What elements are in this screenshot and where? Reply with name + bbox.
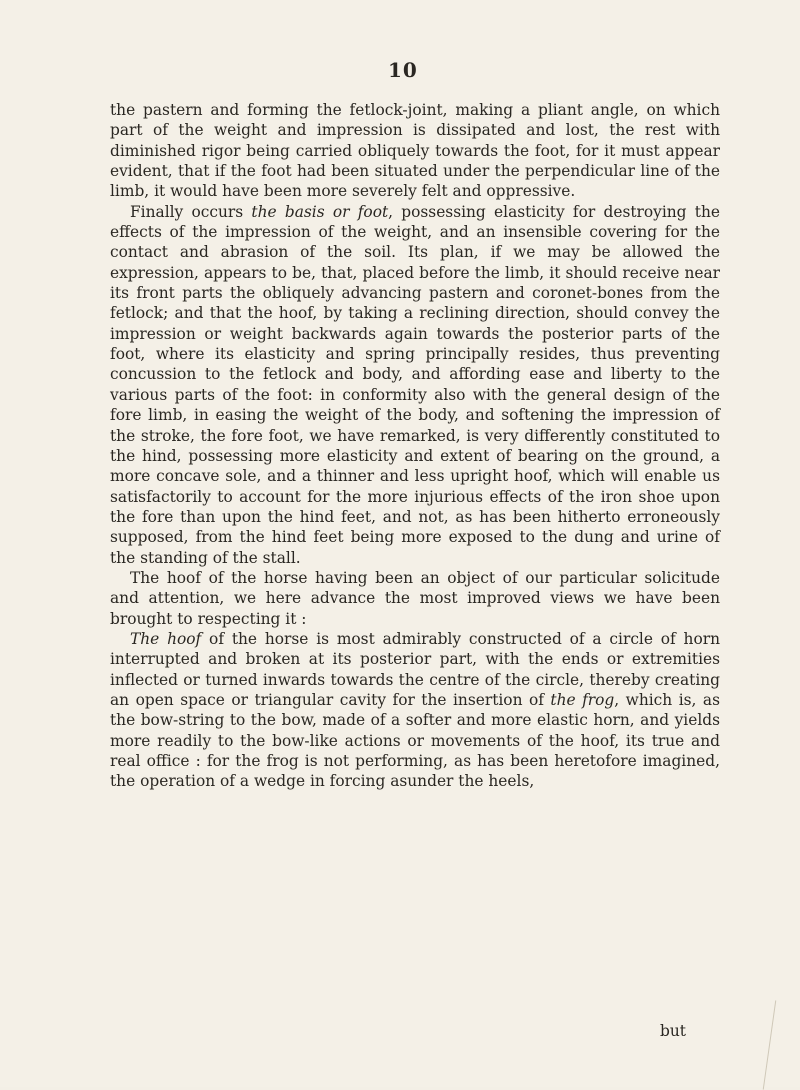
paragraph-3 (110, 568, 720, 629)
paragraph-1 (110, 100, 720, 202)
paragraph-4 (110, 629, 720, 792)
page-number: 10 (388, 58, 418, 82)
italic-term-basis-or-foot: the basis or foot (251, 202, 389, 221)
italic-term-hoof: The hoof (130, 629, 202, 648)
paragraph-text: The hoof of the horse having been an object of our particular solicitude and attention, we here advance the most improved views we have been brought to respecting it : (110, 568, 720, 628)
page-edge-mark (763, 1000, 777, 1089)
paragraph-text: Finally occurs (130, 202, 252, 221)
italic-term-frog: the frog (550, 690, 615, 709)
paragraph-text: of the horse is most admirably constructed of a circle of horn interrupted and broken at its posterior part, with the ends or extremities inflected or turned inwards towards the centre of the circle, thereby creating an open space or triangular cavity for the insertion of (110, 629, 720, 709)
catchword: but (660, 1022, 686, 1040)
paragraph-text: the pastern and forming the fetlock-joint, making a pliant angle, on which part of the weight and impression is dissipated and lost, the rest with diminished rigor being carried obliquely towards the foot, for it must appear evident, that if the foot had been situated under the perpendicular line of the limb, it would have been more severely felt and oppressive. (110, 101, 720, 201)
paragraph-2 (110, 202, 720, 568)
paragraph-text: , which is, as the bow-string to the bow, made of a softer and more elastic horn, and yields more readily to the bow-like actions or movements of the hoof, its true and real office : for the frog is not performing, as has been heretofore imagined, the operation of a wedge in forcing asunder the heels, (110, 690, 720, 791)
paragraph-text: , possessing elasticity for destroying the effects of the impression of the weight, and an insensible covering for the contact and abrasion of the soil. Its plan, if we may be allowed the expression, appears to be, that, placed before the limb, it should receive near its front parts the obliquely advancing pastern and coronet-bones from the fetlock; and that the hoof, by taking a reclining direction, should convey the impression or weight backwards again towards the posterior parts of the foot, where its elasticity and spring principally resides, thus preventing concussion to the fetlock and body, and affording ease and liberty to the various parts of the foot: in conformity also with the general design of the fore limb, in easing the weight of the body, and softening the impression of the stroke, the fore foot, we have remarked, is very differently constituted to the hind, possessing more elasticity and extent of bearing on the ground, a more concave sole, and a thinner and less upright hoof, which will enable us satisfactorily to account for the more injurious effects of the iron shoe upon the fore than upon the hind feet, and not, as has been hitherto erroneously supposed, from the hind feet being more exposed to the dung and urine of the standing of the stall. (110, 202, 720, 567)
body-text (110, 100, 720, 792)
